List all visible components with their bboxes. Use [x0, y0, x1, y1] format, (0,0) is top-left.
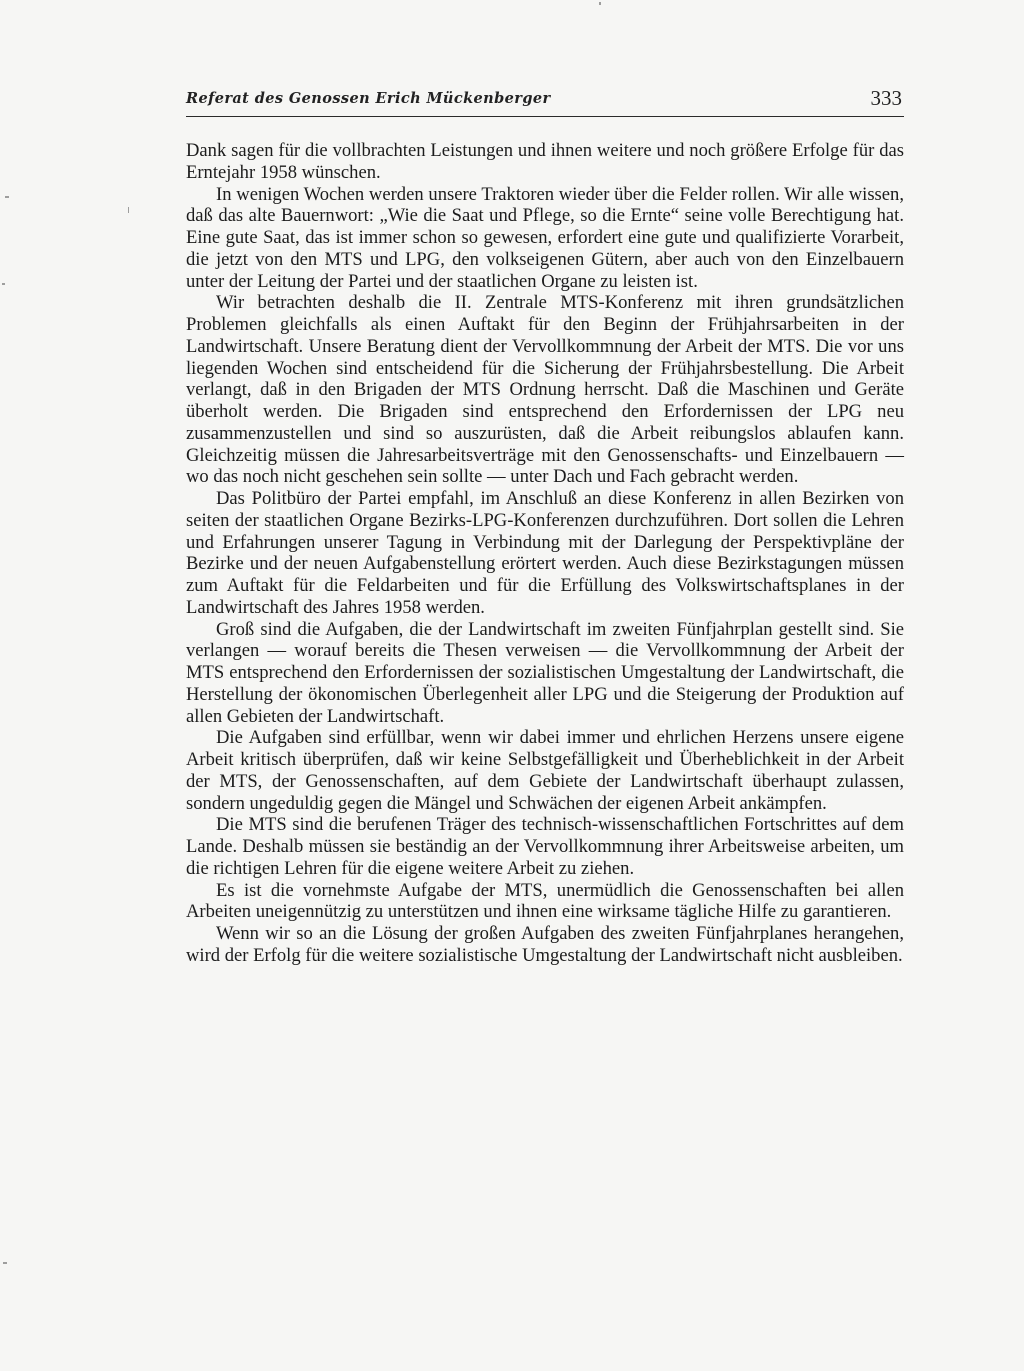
paragraph-7: Die MTS sind die berufenen Träger des technisch-wissenschaftlichen Fortschrittes auf dem Lande. Deshalb müssen sie beständig an der Vervollkommnung ihrer Arbeitsweise arbeiten, um die richtigen Lehren für die eigene weitere Arbeit zu ziehen.: [186, 814, 904, 879]
paragraph-9: Wenn wir so an die Lösung der großen Aufgaben des zweiten Fünfjahrplanes herangehen, wird der Erfolg für die weitere sozialistische Umgestaltung der Landwirtschaft nicht ausbleiben.: [186, 923, 904, 966]
running-head-title: Referat des Genossen Erich Mückenberger: [186, 90, 551, 107]
paragraph-5: Groß sind die Aufgaben, die der Landwirtschaft im zweiten Fünfjahrplan gestellt sind. Sie verlangen — worauf bereits die Thesen verweisen — die Vervollkommnung der Arbeit der MTS entsprechend den Erfordernissen der sozialistischen Umgestaltung der Landwirtschaft, die Herstellung der ökonomischen Überlegenheit aller LPG und die Steigerung der Produktion auf allen Gebieten der Landwirtschaft.: [186, 618, 904, 727]
margin-speck: [599, 2, 601, 5]
running-head: [186, 84, 904, 117]
paragraph-8: Es ist die vornehmste Aufgabe der MTS, unermüdlich die Genossenschaften bei allen Arbeiten uneigennützig zu unterstützen und ihnen eine wirksame tägliche Hilfe zu garantieren.: [186, 879, 904, 923]
paragraph-6: Die Aufgaben sind erfüllbar, wenn wir dabei immer und ehrlichen Herzens unsere eigene Arbeit kritisch überprüfen, daß wir keine Selbstgefälligkeit und Überheblichkeit in der Arbeit der MTS, der Genossenschaften, auf dem Gebiete der Landwirtschaft überhaupt zulassen, sondern ungeduldig gegen die Mängel und Schwächen der eigenen Arbeit ankämpfen.: [186, 727, 904, 814]
body-text: [186, 140, 904, 967]
margin-speck: [2, 283, 5, 285]
page-number: 333: [870, 86, 902, 110]
margin-speck: [5, 196, 9, 198]
paragraph-3: Wir betrachten deshalb die II. Zentrale MTS-Konferenz mit ihren grundsätzlichen Problemen gleichfalls als einen Auftakt für den Beginn der Frühjahrsarbeiten in der Landwirtschaft. Unsere Beratung dient der Vervollkommnung der Arbeit der MTS. Die vor uns liegenden Wochen sind entscheidend für die Sicherung der Frühjahrsbestellung. Die Arbeit verlangt, daß in den Brigaden der MTS Ordnung herrscht. Daß die Maschinen und Geräte überholt werden. Die Brigaden sind entsprechend den Erfordernissen der LPG neu zusammenzustellen und sind so auszurüsten, daß die Arbeit reibungslos ablaufen kann. Gleichzeitig müssen die Jahresarbeitsverträge mit den Genossenschafts- und Einzelbauern — wo das noch nicht geschehen sein sollte — unter Dach und Fach gebracht werden.: [186, 292, 904, 488]
paragraph-4: Das Politbüro der Partei empfahl, im Anschluß an diese Konferenz in allen Bezirken von seiten der staatlichen Organe Bezirks-LPG-Konferenzen durchzuführen. Dort sollen die Lehren und Erfahrungen unserer Tagung in Verbindung mit der Darlegung der Perspektivpläne der Bezirke und der neuen Aufgabenstellung erörtert werden. Auch diese Bezirkstagungen müssen zum Auftakt für die Feldarbeiten und für die Erfüllung des Volkswirtschaftsplanes in der Landwirtschaft des Jahres 1958 werden.: [186, 488, 904, 618]
paragraph-2: In wenigen Wochen werden unsere Traktoren wieder über die Felder rollen. Wir alle wissen, daß das alte Bauernwort: „Wie die Saat und Pflege, so die Ernte“ seine volle Berechtigung hat. Eine gute Saat, das ist immer schon so gewesen, erfordert eine gute und qualifizierte Vorarbeit, die jetzt von den MTS und LPG, den volkseigenen Gütern, aber auch von den Einzelbauern unter der Leitung der Partei und der staatlichen Organe zu leisten ist.: [186, 183, 904, 292]
margin-speck: [128, 207, 129, 213]
margin-speck: [3, 1262, 7, 1264]
paragraph-1: Dank sagen für die vollbrachten Leistungen und ihnen weitere und noch größere Erfolge für das Erntejahr 1958 wünschen.: [186, 140, 904, 183]
